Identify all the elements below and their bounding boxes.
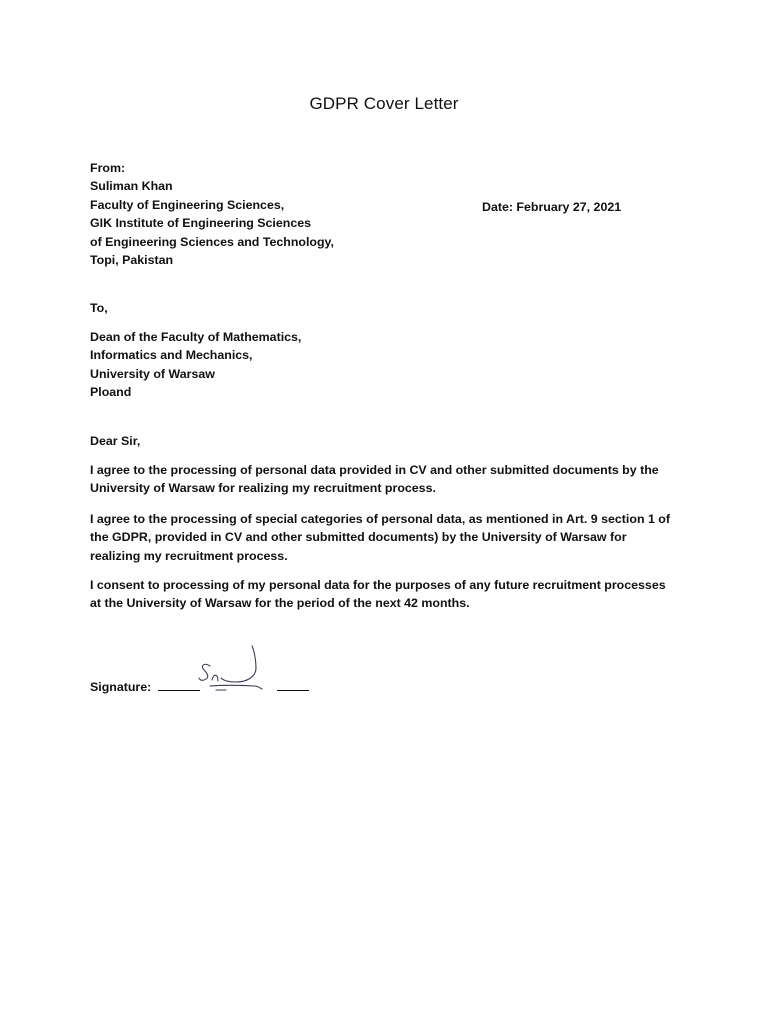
signature-label: Signature:	[90, 680, 152, 694]
recipient-line-2: Informatics and Mechanics,	[90, 348, 253, 363]
from-label: From:	[90, 161, 126, 175]
recipient-block	[90, 328, 301, 402]
sender-institute: GIK Institute of Engineering Sciences	[90, 216, 312, 231]
recipient-line-3: University of Warsaw	[90, 366, 215, 381]
sender-block	[90, 159, 334, 269]
sender-institute-cont: of Engineering Sciences and Technology,	[90, 234, 334, 249]
sender-location: Topi, Pakistan	[90, 253, 174, 268]
recipient-line-4: Ploand	[90, 385, 132, 400]
sender-name: Suliman Khan	[90, 179, 173, 194]
handwritten-signature	[196, 636, 272, 698]
consent-paragraph-3: I consent to processing of my personal data for the purposes of any future recruitment processes at the University of Warsaw for the period of the next 42 months.	[90, 578, 666, 611]
signature-underline-left	[158, 678, 200, 691]
letter-date: Date: February 27, 2021	[482, 200, 622, 214]
salutation: Dear Sir,	[90, 434, 141, 448]
to-label: To,	[90, 301, 108, 315]
document-title: GDPR Cover Letter	[309, 94, 459, 113]
consent-paragraph-1: I agree to the processing of personal data provided in CV and other submitted documents by the University of Warsaw for realizing my recruitment process.	[90, 463, 659, 496]
recipient-line-1: Dean of the Faculty of Mathematics,	[90, 330, 302, 344]
sender-faculty: Faculty of Engineering Sciences,	[90, 197, 285, 212]
signature-underline-right	[277, 678, 309, 691]
consent-paragraph-2: I agree to the processing of special categories of personal data, as mentioned in Art. 9 section 1 of the GDPR, provided in CV and other submitted documents) by the University of Warsaw for realizing my recruitment process.	[90, 512, 670, 563]
